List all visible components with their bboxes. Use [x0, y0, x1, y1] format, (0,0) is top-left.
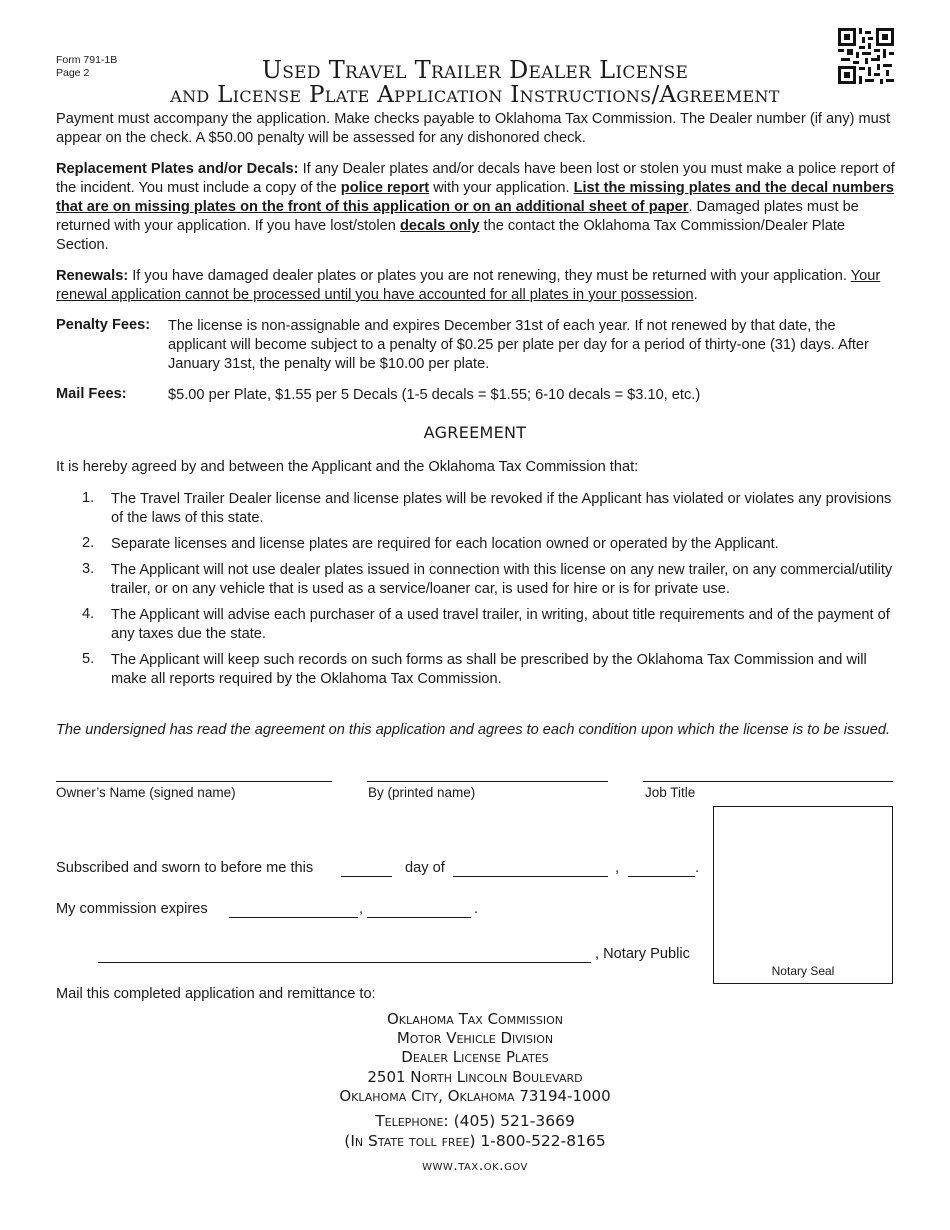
agreement-intro: It is hereby agreed by and between the Applicant and the Oklahoma Tax Commission that:: [56, 459, 639, 475]
agreement-item-text: Separate licenses and license plates are required for each location owned or operated by the Applicant.: [111, 536, 779, 552]
form-title-line-2: and License Plate Application Instructions/Agreement: [170, 82, 780, 108]
owner-signature-line[interactable]: [56, 781, 332, 782]
replacement-text-4: the contact the Oklahoma Tax Commission/Dealer Plate Section.: [56, 218, 846, 253]
telephone-block: [0, 1112, 950, 1151]
penalty-fees-label: Penalty Fees:: [56, 317, 151, 333]
commission-expires-text: My commission expires: [56, 901, 208, 917]
form-title-line-1: Used Travel Trailer Dealer License: [261, 56, 689, 84]
undersigned-statement: The undersigned has read the agreement on this application and agrees to each condition upon which the license is to be issued.: [56, 722, 891, 738]
address-line: 2501 North Lincoln Boulevard: [367, 1067, 583, 1086]
replacement-label: Replacement Plates and/or Decals:: [56, 161, 299, 177]
mail-fees-text: $5.00 per Plate, $1.55 per 5 Decals (1-5 decals = $1.55; 6-10 decals = $3.10, etc.): [168, 387, 701, 403]
agreement-item-text: The Applicant will advise each purchaser of a used travel trailer, in writing, about title requirements and of the payment of any taxes due the state.: [111, 607, 890, 642]
job-title-caption: Job Title: [645, 785, 696, 800]
job-title-line[interactable]: [643, 781, 893, 782]
renewals-emphasis: Your renewal application cannot be processed until you have accounted for all plates in your possession: [56, 268, 881, 303]
payment-paragraph: Payment must accompany the application. Make checks payable to Oklahoma Tax Commission. The Dealer number (if any) must appear on the check. A $50.00 penalty will be assessed for any dishonored check.: [56, 111, 891, 146]
agreement-item-text: The Applicant will not use dealer plates issued in connection with this license on any new trailer, on any commercial/utility trailer, or on any vehicle that is used as a service/loaner car, is used for hire or is for private use.: [111, 562, 893, 597]
commission-comma: ,: [359, 901, 364, 917]
commission-date-line[interactable]: [229, 917, 358, 918]
owner-name-caption: Owner’s Name (signed name): [56, 785, 236, 800]
renewals-paragraph: [56, 267, 898, 305]
subscribed-sworn-text: Subscribed and sworn to before me this: [56, 860, 314, 876]
address-line: Dealer License Plates: [401, 1048, 549, 1067]
replacement-text-1: If any Dealer plates and/or decals have been lost or stolen you must make a police report of the incident. You must include a copy of the: [56, 161, 895, 196]
telephone: Telephone: (405) 521-3669: [375, 1112, 575, 1130]
mail-fees-label: Mail Fees:: [56, 386, 127, 402]
agreement-item-number: 1.: [82, 490, 95, 506]
agreement-item-number: 5.: [82, 651, 95, 667]
missing-plates-emphasis: List the missing plates and the decal numbers that are on missing plates on the front of this application or on an additional sheet of paper: [56, 180, 894, 215]
printed-name-line[interactable]: [367, 781, 608, 782]
address-line: Motor Vehicle Division: [396, 1029, 554, 1048]
day-of-text: day of: [405, 860, 445, 876]
page-number: Page 2: [56, 67, 90, 79]
printed-name-caption: By (printed name): [368, 785, 476, 800]
year-line[interactable]: [628, 876, 695, 877]
replacement-period: . Damaged plates must be returned with your application. If you have lost/stolen: [56, 199, 859, 234]
police-report-emphasis: police report: [340, 180, 430, 196]
agreement-item-number: 3.: [82, 561, 95, 577]
form-number: Form 791-1B: [56, 54, 118, 66]
notary-seal-box: [713, 806, 893, 984]
date-period: .: [695, 860, 700, 876]
renewals-text-2: .: [693, 287, 698, 303]
commission-year-line[interactable]: [367, 917, 471, 918]
renewals-label: Renewals:: [56, 268, 129, 284]
agreement-item-number: 4.: [82, 606, 95, 622]
commission-period: .: [474, 901, 479, 917]
renewals-text-1: If you have damaged dealer plates or plates you are not renewing, they must be returned with your application.: [128, 268, 851, 284]
notary-seal-label: Notary Seal: [771, 964, 835, 978]
agreement-item-text: The Travel Trailer Dealer license and license plates will be revoked if the Applicant has violated or violates any provisions of the laws of this state.: [111, 491, 892, 526]
notary-public-text: , Notary Public: [595, 946, 690, 962]
agreement-item-text: The Applicant will keep such records on such forms as shall be prescribed by the Oklahoma Tax Commission and will make all reports required by the Oklahoma Tax Commission.: [111, 652, 867, 687]
website-link[interactable]: www.tax.ok.gov: [422, 1158, 528, 1174]
mail-intro: Mail this completed application and remittance to:: [56, 986, 376, 1002]
day-line[interactable]: [341, 876, 392, 877]
toll-free: (In State toll free) 1-800-522-8165: [344, 1131, 606, 1150]
notary-signature-line[interactable]: [98, 962, 591, 963]
date-comma: ,: [615, 860, 620, 876]
penalty-fees-text: The license is non-assignable and expires December 31st of each year. If not renewed by that date, the applicant will become subject to a penalty of $0.25 per plate per day for a period of thirty-one (31) days. After January 31st, the penalty will be $10.00 per plate.: [168, 318, 869, 372]
month-line[interactable]: [453, 876, 608, 877]
replacement-paragraph: [56, 160, 898, 255]
mailing-address: [0, 1010, 950, 1106]
agreement-item-number: 2.: [82, 535, 95, 551]
address-line: Oklahoma Tax Commission: [386, 1010, 564, 1028]
address-line: Oklahoma City, Oklahoma 73194-1000: [339, 1086, 611, 1105]
agreement-heading: AGREEMENT: [423, 423, 527, 442]
decals-only-emphasis: decals only: [399, 218, 480, 234]
replacement-text-2: with your application.: [429, 180, 574, 196]
